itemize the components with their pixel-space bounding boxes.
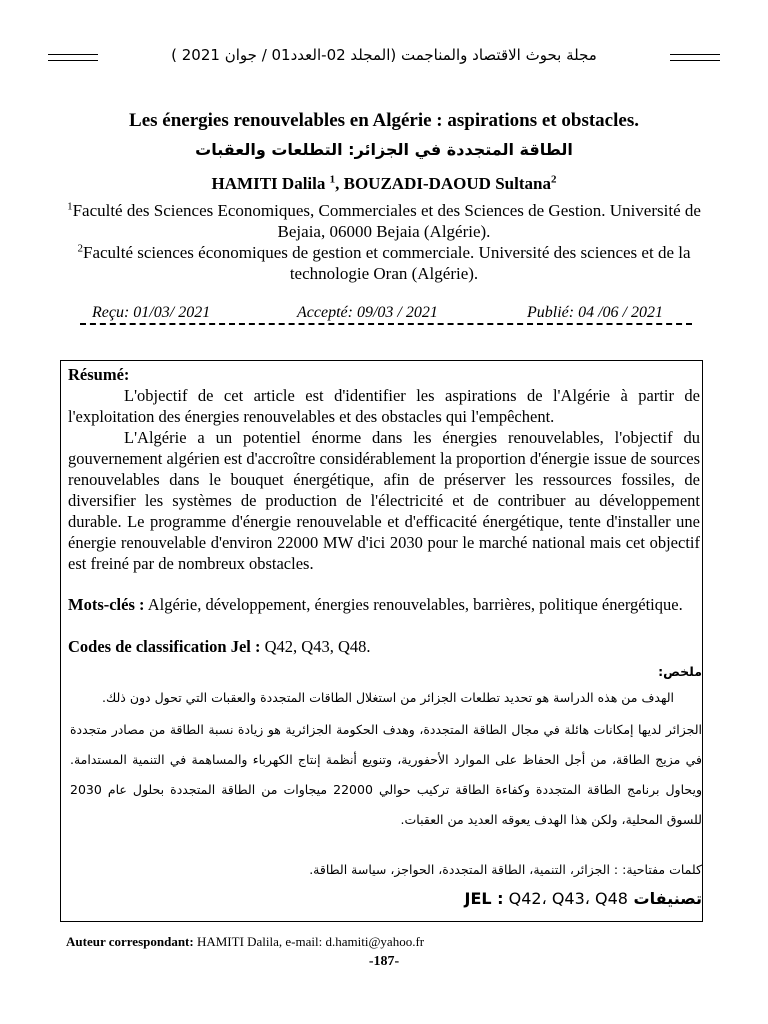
date-accepted: Accepté: 09/03 / 2021 — [297, 304, 438, 321]
affiliation-1 — [60, 200, 708, 242]
keywords-text-fr: Algérie, développement, énergies renouvelables, barrières, politique énergétique. — [144, 595, 683, 614]
page-number: -187- — [368, 954, 400, 969]
abstract-heading-ar: ملخص: — [658, 664, 702, 679]
corresponding-author-text: HAMITI Dalila, e-mail: d.hamiti@yahoo.fr — [193, 934, 425, 949]
date-published: Publié: 04 /06 / 2021 — [527, 304, 663, 321]
author-2: , BOUZADI-DAOUD Sultana — [335, 174, 551, 193]
header-rule-right — [670, 54, 720, 61]
keywords-fr — [68, 594, 700, 615]
corresponding-author — [66, 934, 424, 950]
jel-text-fr: Q42, Q43, Q48. — [260, 637, 371, 656]
jel-label-ar: تصنيفات JEL : — [464, 889, 702, 908]
jel-text-ar: Q42، Q43، Q48 — [503, 889, 628, 908]
author-1-sup: 1 — [329, 173, 336, 186]
abstract-paragraph-2: L'Algérie a un potentiel énorme dans les énergies renouvelables, l'objectif du gouvernement algérien est d'accroître considérablement la proportion d'énergie issue de sources renouvelables dans le bouquet énergétique, afin de préserver les ressources fossiles, de diversifier les systèmes de production de l'électricité et de contribuer au développement durable. Le programme d'énergie renouvelable et d'efficacité énergétique, tente d'installer une énergie renouvelable d'environ 22000 MW d'ici 2030 pour le marché national mais cet objectif est freiné par de nombreux obstacles. — [68, 428, 700, 573]
date-received: Reçu: 01/03/ 2021 — [92, 304, 211, 321]
dashed-separator — [80, 323, 692, 325]
keywords-label-fr: Mots-clés : — [68, 595, 145, 614]
author-1: HAMITI Dalila — [211, 174, 326, 193]
affiliation-1-text: Faculté des Sciences Economiques, Commerciales et des Sciences de Gestion. Université de Bejaia, 06000 Bejaia (Algérie). — [72, 201, 701, 241]
jel-codes-fr — [68, 636, 700, 657]
journal-title: مجلة بحوث الاقتصاد والمناجمت (المجلد 02-العدد01 / جوان 2021 ) — [171, 46, 597, 64]
abstract-paragraph-1: L'objectif de cet article est d'identifier les aspirations de l'Algérie à partir de l'exploitation des énergies renouvelables et des obstacles qui l'empêchent. — [68, 386, 700, 426]
keywords-ar: كلمات مفتاحية: : الجزائر، التنمية، الطاقة المتجددة، الحواجز، سياسة الطاقة. — [309, 862, 702, 877]
authors — [0, 174, 768, 194]
affiliation-1-sup: 1 — [67, 200, 73, 213]
affiliation-2 — [60, 242, 708, 284]
article-title-ar: الطاقة المتجددة في الجزائر: التطلعات والعقبات — [195, 140, 573, 159]
jel-label-fr: Codes de classification Jel : — [68, 637, 261, 656]
header-rule-left — [48, 54, 98, 61]
abstract-ar-paragraph-2: الجزائر لديها إمكانات هائلة في مجال الطاقة المتجددة، وهدف الحكومة الجزائرية هو زيادة نسبة الطاقة من مصادر متجددة في مزيج الطاقة، من أجل الحفاظ على الموارد الأحفورية، وتنويع أنظمة إنتاج الكهرباء والمساهمة في التنمية المستدامة. ويحاول برنامج الطاقة المتجددة وكفاءة الطاقة تركيب حوالي 22000 ميجاوات من الطاقة المتجددة بحلول عام 2030 للسوق المحلية، ولكن هذا الهدف يعوقه العديد من العقبات. — [70, 722, 702, 827]
jel-codes-ar — [70, 889, 702, 908]
corresponding-author-label: Auteur correspondant: — [66, 934, 194, 949]
abstract-ar-paragraph-1: الهدف من هذه الدراسة هو تحديد تطلعات الجزائر من استغلال الطاقات المتجددة والعقبات التي تحول دون ذلك. — [101, 690, 674, 705]
affiliation-2-sup: 2 — [77, 242, 83, 255]
journal-header — [48, 44, 720, 70]
author-2-sup: 2 — [550, 173, 557, 186]
affiliation-2-text: Faculté sciences économiques de gestion et commerciale. Université des sciences et de la technologie Oran (Algérie). — [82, 243, 691, 283]
abstract-heading-fr: Résumé: — [68, 365, 130, 384]
article-title-fr: Les énergies renouvelables en Algérie : aspirations et obstacles. — [129, 110, 639, 131]
